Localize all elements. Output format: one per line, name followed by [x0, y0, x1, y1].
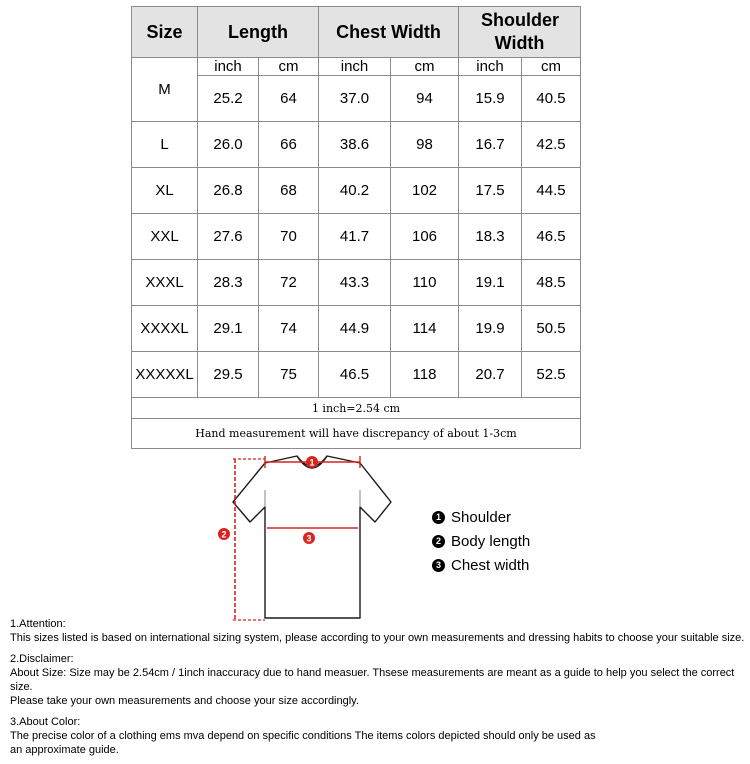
value-cell: 29.1: [198, 306, 259, 352]
unit-cell: cm: [391, 58, 459, 76]
value-cell: 26.0: [198, 122, 259, 168]
legend-item-body-length: [432, 529, 530, 553]
value-cell: 46.5: [522, 214, 581, 260]
table-row: [132, 260, 581, 306]
note-title: 3.About Color:: [10, 716, 81, 728]
value-cell: 44.5: [522, 168, 581, 214]
value-cell: 102: [391, 168, 459, 214]
value-cell: 66: [259, 122, 319, 168]
value-cell: 20.7: [459, 352, 522, 398]
legend-number: 1: [432, 511, 445, 524]
tshirt-measurement-diagram: [215, 450, 405, 622]
value-cell: 64: [259, 76, 319, 122]
value-cell: 98: [391, 122, 459, 168]
value-cell: 75: [259, 352, 319, 398]
header-size: Size: [132, 7, 198, 58]
value-cell: 26.8: [198, 168, 259, 214]
value-cell: 27.6: [198, 214, 259, 260]
legend-number: 3: [432, 559, 445, 572]
legend-item-chest-width: [432, 553, 530, 577]
note-disclaimer: [10, 652, 745, 708]
size-cell: XL: [132, 168, 198, 214]
table-row: [132, 214, 581, 260]
value-cell: 46.5: [319, 352, 391, 398]
value-cell: 40.5: [522, 76, 581, 122]
svg-text:1: 1: [309, 457, 315, 468]
note-line: About Size: Size may be 2.54cm / 1inch inaccuracy due to hand measuer. Thsese measurements are meant as a guide to help you select the correct size.: [10, 667, 735, 693]
size-cell: XXXL: [132, 260, 198, 306]
conversion-note: 1 inch=2.54 cm: [132, 398, 581, 419]
marker-2: [218, 528, 230, 540]
note-title: 2.Disclaimer:: [10, 653, 74, 665]
size-cell: XXXXXL: [132, 352, 198, 398]
discrepancy-note: Hand measurement will have discrepancy of about 1-3cm: [132, 419, 581, 449]
notes-section: [10, 617, 745, 764]
value-cell: 110: [391, 260, 459, 306]
value-cell: 94: [391, 76, 459, 122]
svg-text:2: 2: [221, 529, 227, 540]
value-cell: 41.7: [319, 214, 391, 260]
note-line: Please take your own measurements and choose your size accordingly.: [10, 695, 359, 707]
value-cell: 42.5: [522, 122, 581, 168]
unit-cell: inch: [319, 58, 391, 76]
unit-cell: inch: [198, 58, 259, 76]
value-cell: 106: [391, 214, 459, 260]
table-row: [132, 352, 581, 398]
value-cell: 68: [259, 168, 319, 214]
value-cell: 74: [259, 306, 319, 352]
note-line: an approximate guide.: [10, 744, 119, 756]
note-color: [10, 715, 745, 757]
size-chart-table: [131, 6, 581, 449]
value-cell: 19.1: [459, 260, 522, 306]
value-cell: 16.7: [459, 122, 522, 168]
legend-label: Shoulder: [451, 508, 512, 526]
size-cell: M: [132, 58, 198, 122]
value-cell: 19.9: [459, 306, 522, 352]
value-cell: 114: [391, 306, 459, 352]
table-row: [132, 306, 581, 352]
unit-cell: cm: [522, 58, 581, 76]
legend-label: Chest width: [451, 556, 530, 574]
value-cell: 72: [259, 260, 319, 306]
discrepancy-row: [132, 419, 581, 449]
marker-3: [303, 532, 315, 544]
value-cell: 17.5: [459, 168, 522, 214]
size-cell: XXL: [132, 214, 198, 260]
value-cell: 52.5: [522, 352, 581, 398]
legend-item-shoulder: [432, 505, 530, 529]
header-shoulder-width: Shoulder Width: [459, 7, 581, 58]
value-cell: 48.5: [522, 260, 581, 306]
unit-cell: cm: [259, 58, 319, 76]
table-row: [132, 122, 581, 168]
size-cell: XXXXL: [132, 306, 198, 352]
value-cell: 44.9: [319, 306, 391, 352]
measurement-legend: [432, 505, 530, 577]
legend-label: Body length: [451, 532, 531, 550]
value-cell: 28.3: [198, 260, 259, 306]
header-length: Length: [198, 7, 319, 58]
value-cell: 15.9: [459, 76, 522, 122]
value-cell: 37.0: [319, 76, 391, 122]
marker-1: [306, 456, 318, 468]
units-row: [132, 58, 581, 76]
table-row: [132, 168, 581, 214]
note-title: 1.Attention:: [10, 618, 66, 630]
value-cell: 29.5: [198, 352, 259, 398]
header-chest-width: Chest Width: [319, 7, 459, 58]
value-cell: 18.3: [459, 214, 522, 260]
note-attention: [10, 617, 745, 645]
table-row: [132, 76, 581, 122]
note-line: The precise color of a clothing ems mva depend on specific conditions The items colors depicted should only be used as: [10, 730, 596, 742]
svg-text:3: 3: [306, 533, 312, 544]
note-line: This sizes listed is based on international sizing system, please according to your own measurements and dressing habits to choose your suitable size.: [10, 632, 745, 644]
value-cell: 38.6: [319, 122, 391, 168]
value-cell: 118: [391, 352, 459, 398]
value-cell: 43.3: [319, 260, 391, 306]
value-cell: 25.2: [198, 76, 259, 122]
table-header-row: [132, 7, 581, 58]
value-cell: 50.5: [522, 306, 581, 352]
unit-cell: inch: [459, 58, 522, 76]
conversion-row: [132, 398, 581, 419]
value-cell: 70: [259, 214, 319, 260]
value-cell: 40.2: [319, 168, 391, 214]
legend-number: 2: [432, 535, 445, 548]
size-cell: L: [132, 122, 198, 168]
